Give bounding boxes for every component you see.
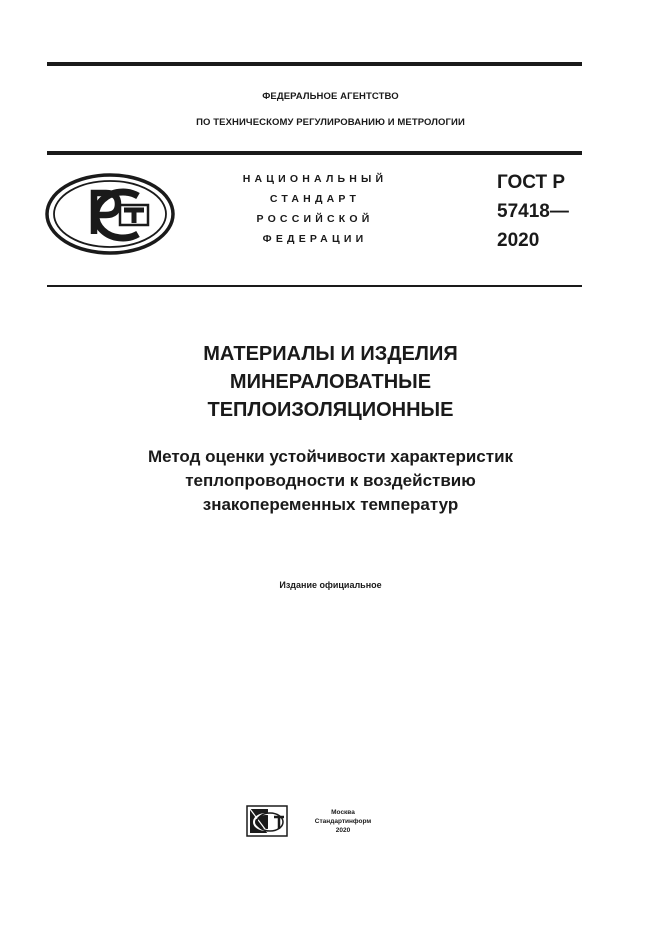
top-rule: [47, 62, 582, 66]
designation-line-1: ГОСТ Р: [497, 172, 566, 193]
header-rule: [47, 151, 582, 155]
publisher-year: 2020: [335, 827, 351, 834]
subtitle-line-1: Метод оценки устойчивости характеристик: [147, 447, 514, 466]
title-line-1: МАТЕРИАЛЫ И ИЗДЕЛИЯ: [203, 343, 458, 365]
standard-label-4: ФЕДЕРАЦИИ: [262, 233, 368, 245]
standard-label-2: СТАНДАРТ: [269, 193, 361, 205]
title-line-2: МИНЕРАЛОВАТНЫЕ: [229, 371, 432, 393]
designation-line-2: 57418—: [497, 201, 569, 222]
subtitle-line-2: теплопроводности к воздействию: [185, 471, 476, 490]
publisher-name: Стандартинформ: [314, 818, 372, 825]
publisher-city: Москва: [331, 809, 355, 816]
standard-label-3: РОССИЙСКОЙ: [256, 213, 374, 225]
standard-label-1: НАЦИОНАЛЬНЫЙ: [242, 173, 388, 185]
edition-note: Издание официальное: [279, 580, 382, 590]
agency-line-2: ПО ТЕХНИЧЕСКОМУ РЕГУЛИРОВАНИЮ И МЕТРОЛОГИИ: [196, 117, 465, 128]
designation-line-3: 2020: [497, 230, 540, 251]
standartinform-logo-icon: [246, 805, 288, 837]
header-bottom-rule: [47, 285, 582, 287]
title-line-3: ТЕПЛОИЗОЛЯЦИОННЫЕ: [207, 399, 454, 421]
agency-line-1: ФЕДЕРАЛЬНОЕ АГЕНТСТВО: [262, 91, 399, 102]
subtitle-line-3: знакопеременных температур: [202, 495, 459, 514]
gost-r-logo-icon: [44, 172, 176, 256]
